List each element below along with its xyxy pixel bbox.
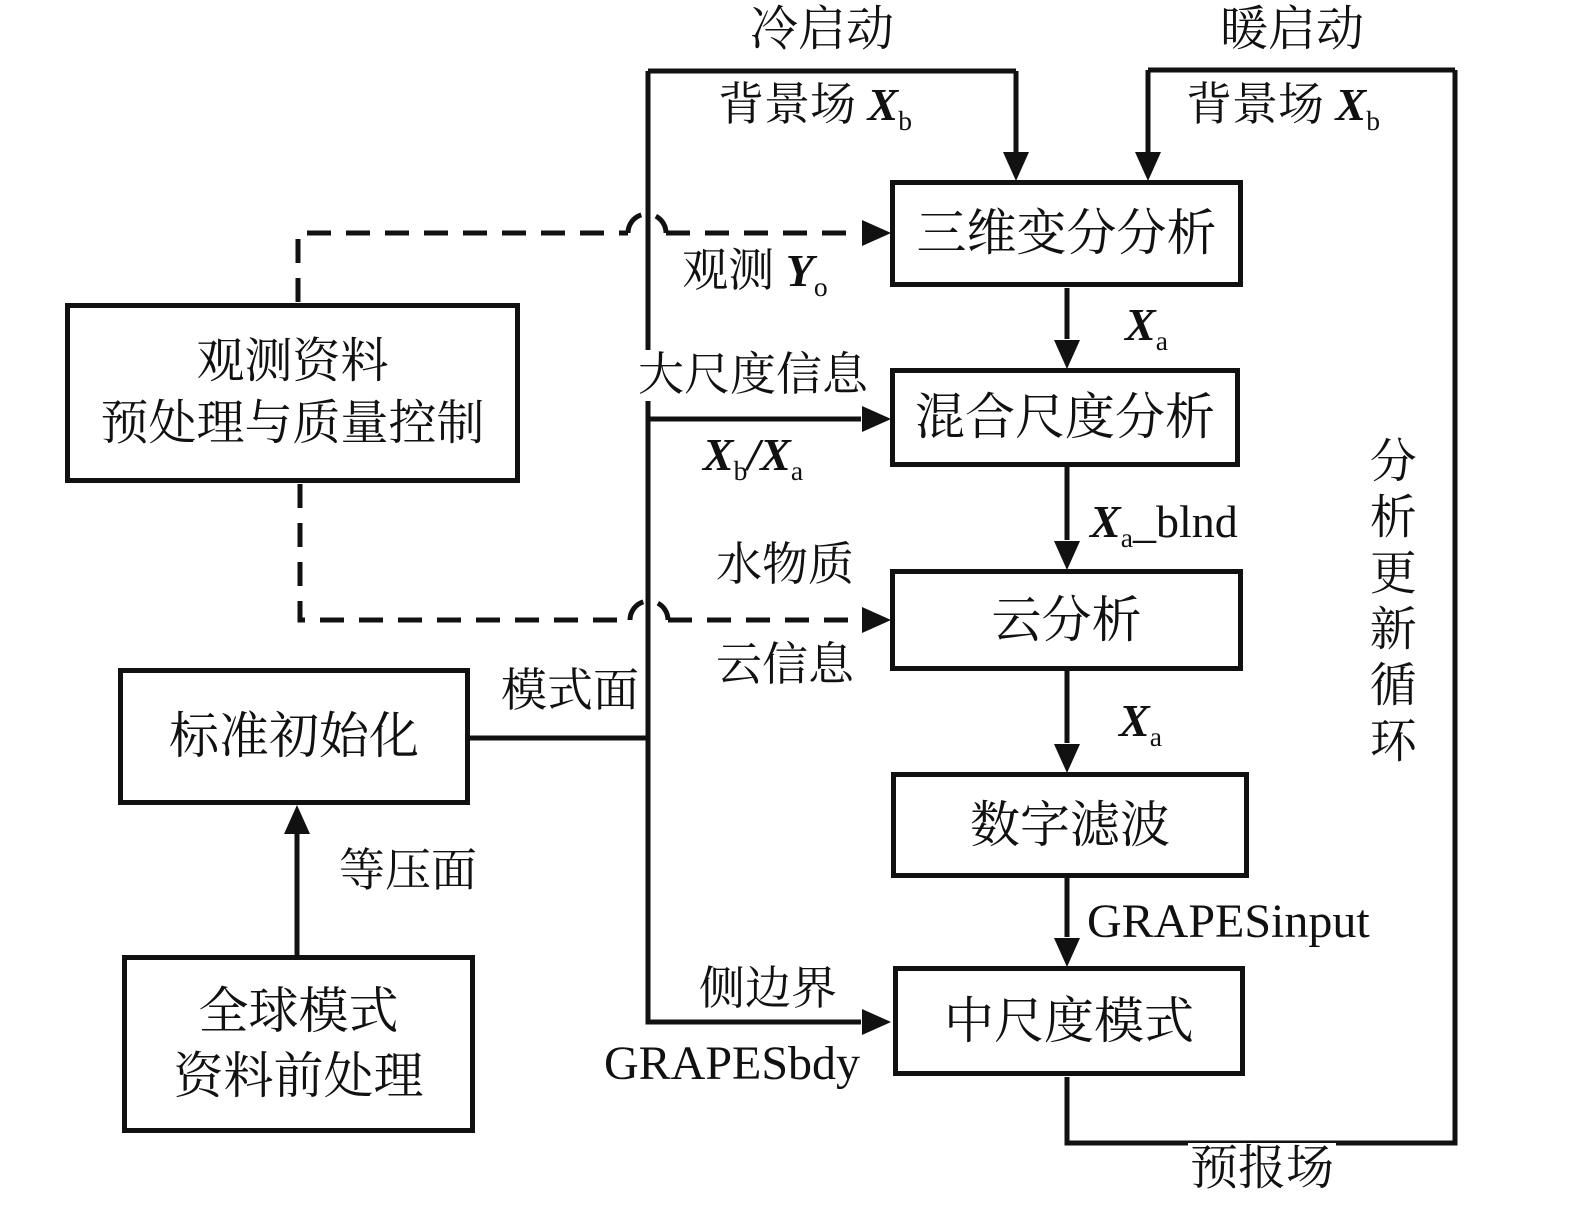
label-pressure-level: 等压面 — [339, 845, 477, 896]
label-grapes-input: GRAPESinput — [1087, 895, 1370, 948]
label-xa-blnd: $X_a\_blnd$ — [1090, 496, 1238, 554]
label-hydrometeor: 水物质 — [716, 539, 854, 590]
box-cloud-label: 云分析 — [991, 591, 1142, 648]
box-stdinit-label: 标准初始化 — [169, 708, 419, 764]
box-mesoscale-model — [893, 966, 1245, 1076]
box-global-line2: 资料前处理 — [173, 1048, 424, 1104]
edge-filter-to-meso — [1054, 878, 1080, 967]
edge-blending-to-cloud — [1054, 467, 1080, 570]
box-obs-preprocessing — [65, 303, 520, 483]
label-warm-background-field: 背景场 $X_b$ — [1186, 79, 1380, 137]
box-global-line1: 全球模式 — [198, 983, 399, 1039]
label-xa-after-3dvar: $X_a$ — [1125, 299, 1168, 357]
label-observation-yo: 观测 $Y_o$ — [682, 245, 828, 303]
box-global-preprocessing — [122, 955, 475, 1133]
label-xb-xa: $X_b/X_a$ — [702, 429, 804, 487]
label-large-scale-info: 大尺度信息 — [638, 349, 868, 400]
label-cloud-info: 云信息 — [716, 639, 854, 690]
box-blending-analysis — [890, 368, 1240, 467]
box-cloud-analysis — [890, 569, 1243, 671]
box-standard-initialization — [118, 668, 470, 805]
box-obs-line1: 观测资料 — [196, 334, 389, 388]
box-obs-line2: 预处理与质量控制 — [100, 397, 485, 450]
box-digital-filter-label: 数字滤波 — [970, 796, 1170, 853]
label-analysis-update-cycle: 分析更新循环 — [1360, 436, 1416, 781]
label-xa-after-cloud: $X_a$ — [1119, 695, 1162, 753]
label-forecast-field: 预报场 — [1189, 1142, 1335, 1195]
box-3dvar-label: 三维变分分析 — [916, 205, 1217, 261]
label-cold-start: 冷启动 — [749, 3, 895, 56]
box-blending-label: 混合尺度分析 — [915, 389, 1215, 445]
label-grapes-bdy: GRAPESbdy — [603, 1037, 861, 1090]
box-digital-filter — [891, 772, 1249, 878]
edge-pressure-level — [284, 805, 310, 955]
label-warm-start: 暖启动 — [1219, 3, 1365, 56]
edge-cloud-to-filter — [1054, 671, 1080, 773]
label-cold-background-field: 背景场 $X_b$ — [718, 79, 912, 137]
box-mesoscale-label: 中尺度模式 — [944, 992, 1194, 1049]
label-model-level: 模式面 — [501, 665, 639, 716]
label-lateral-boundary: 侧边界 — [699, 963, 837, 1014]
box-3dvar-analysis — [890, 180, 1243, 287]
edge-3dvar-to-blending — [1054, 288, 1080, 369]
